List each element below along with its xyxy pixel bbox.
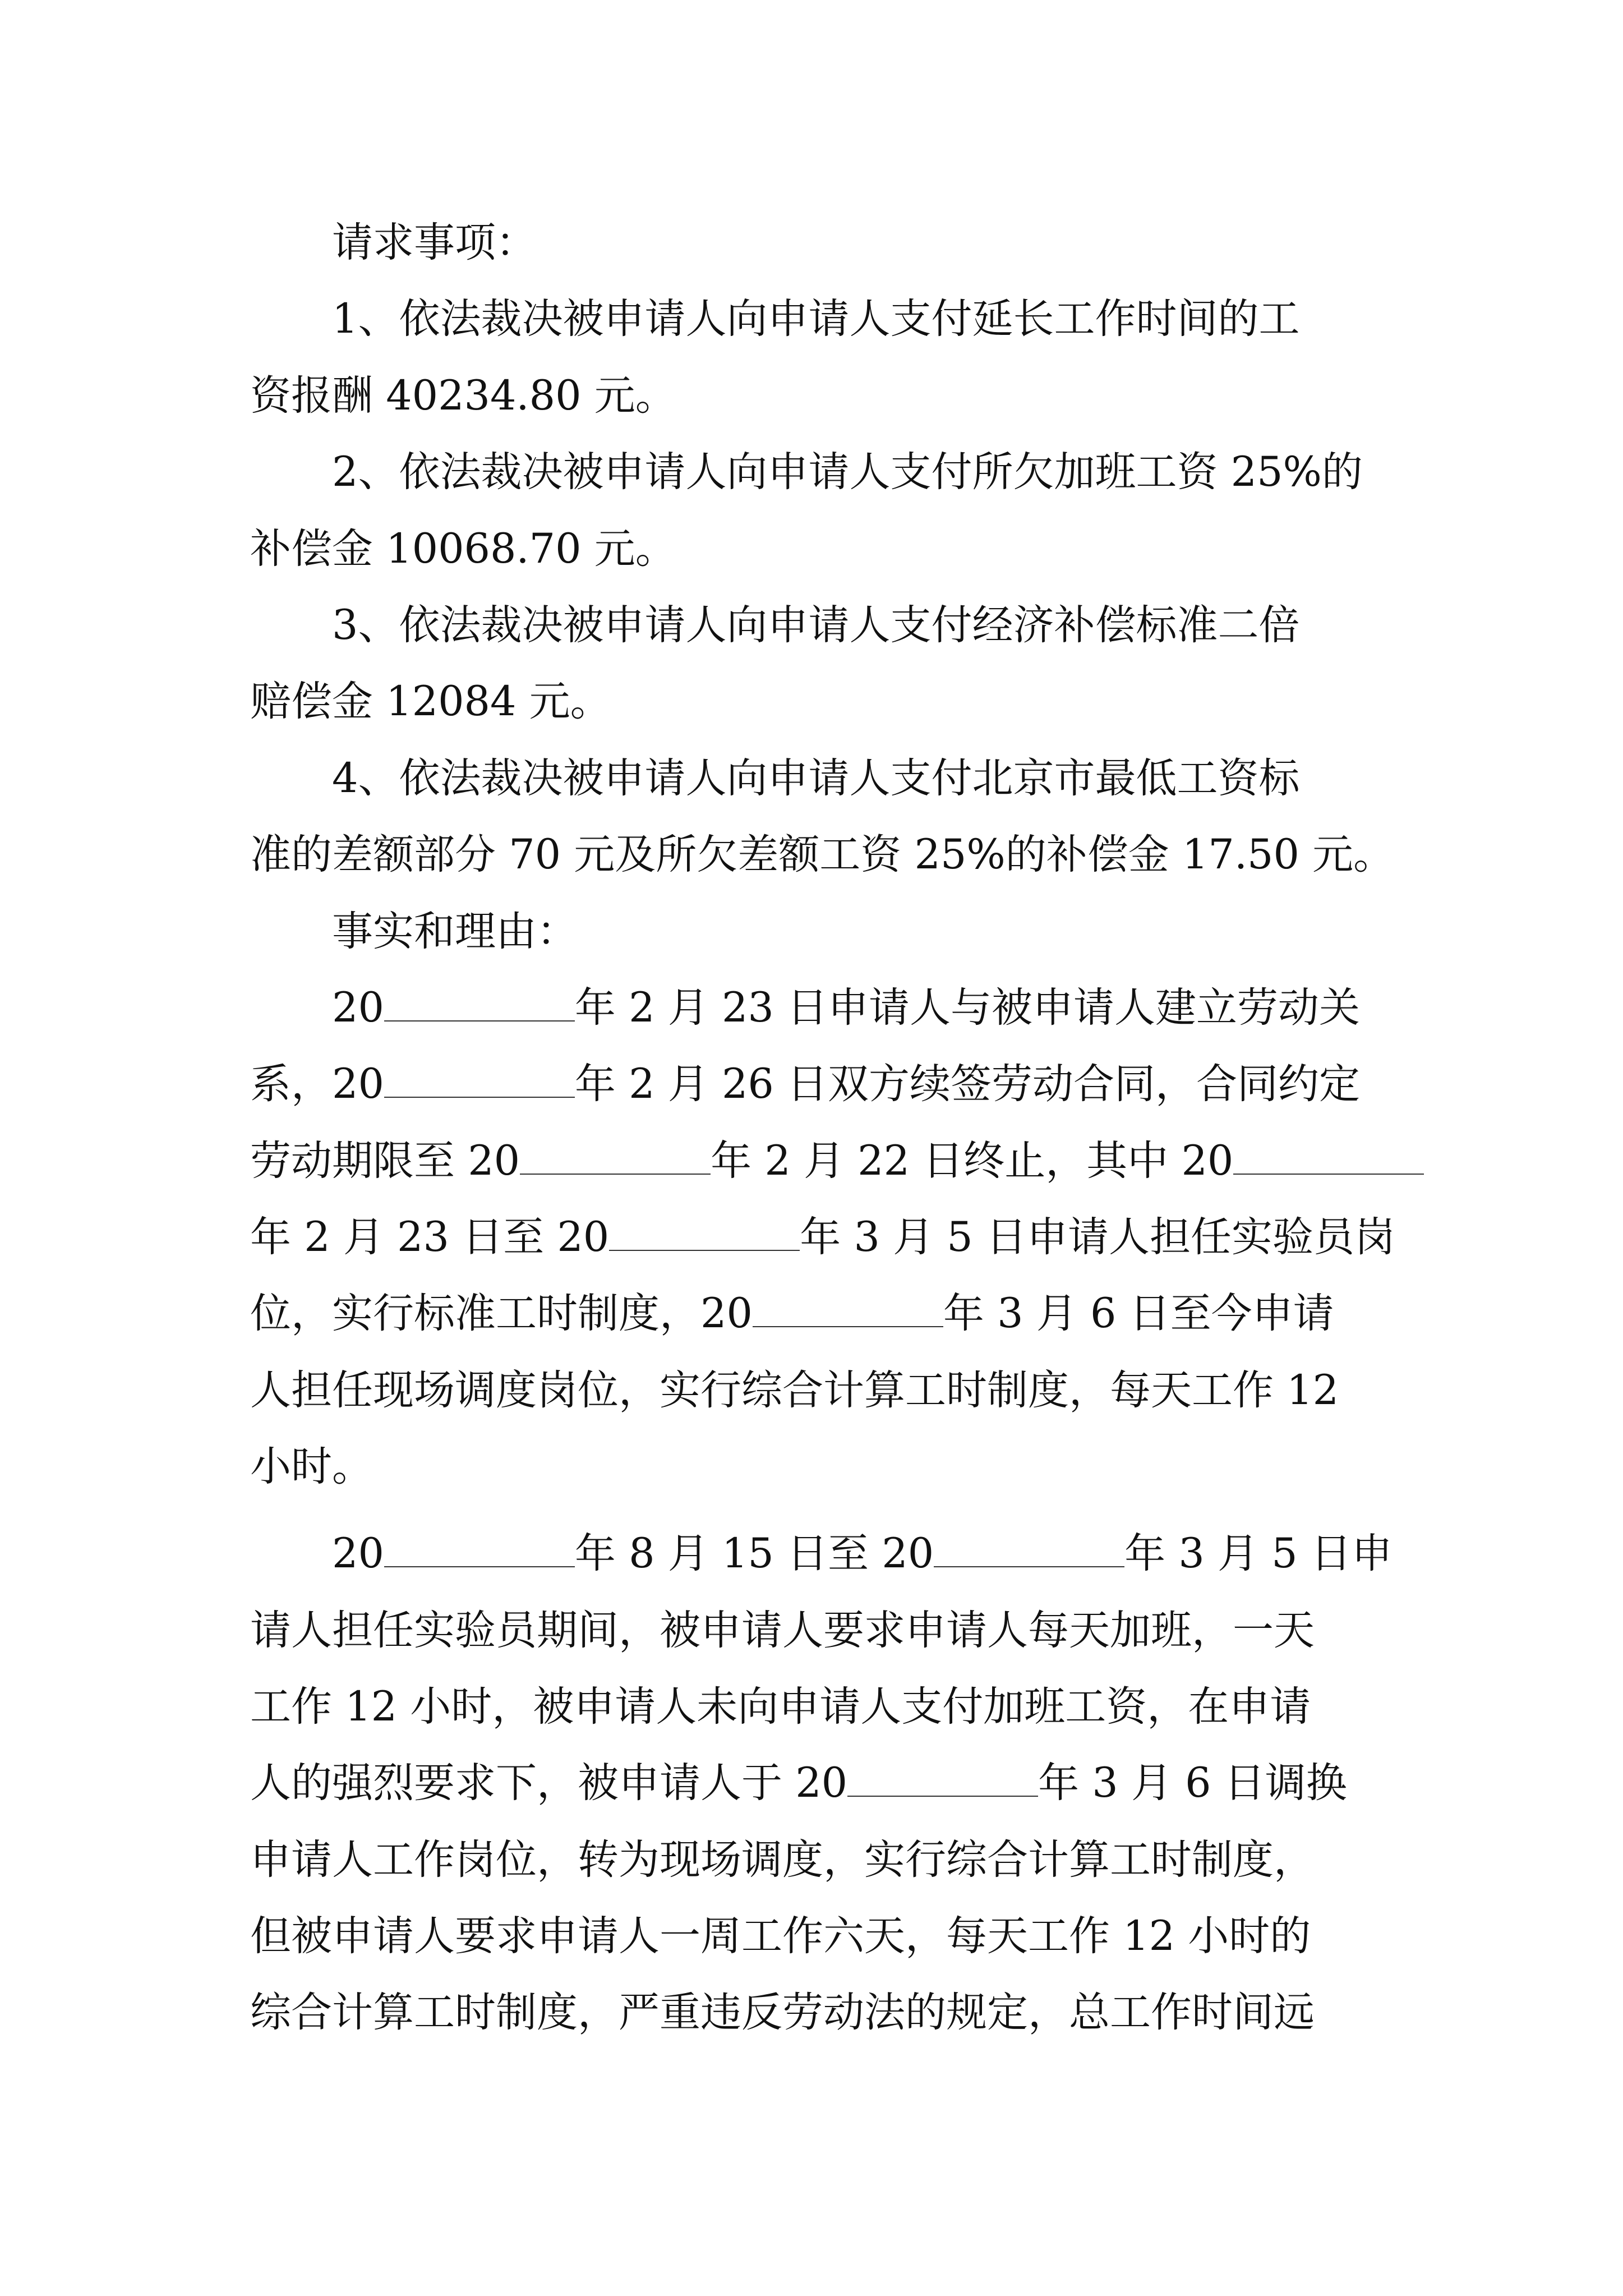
facts-heading: 事实和理由： [332,908,578,955]
text-segment: 年 3 月 5 日申请人担任实验员岗 [800,1213,1395,1261]
facts-paragraph-2-line-1 [332,1526,1393,1582]
facts-paragraph-2-line-7: 综合计算工时制度，严重违反劳动法的规定，总工作时间远 [250,1989,1315,2036]
facts-paragraph-2-line-6: 但被申请人要求申请人一周工作六天，每天工作 12 小时的 [250,1912,1311,1960]
date-blank [847,1761,1038,1797]
claim-3-line-1: 3、依法裁决被申请人向申请人支付经济补偿标准二倍 [332,601,1300,649]
date-blank [1233,1139,1424,1175]
claim-2-line-2: 补偿金 10068.70 元。 [250,525,676,573]
text-segment: 年 3 月 6 日调换 [1038,1759,1347,1807]
date-blank [934,1531,1124,1567]
claim-3-line-2: 赔偿金 12084 元。 [250,678,611,725]
date-blank [520,1139,711,1175]
facts-paragraph-2-line-5: 申请人工作岗位，转为现场调度，实行综合计算工时制度， [250,1836,1315,1884]
date-blank [384,1062,575,1098]
facts-paragraph-1-line-2 [250,1056,1360,1112]
text-segment: 年 3 月 5 日申 [1124,1530,1393,1577]
facts-paragraph-1-line-5 [250,1286,1334,1342]
claim-1-line-1: 1、依法裁决被申请人向申请人支付延长工作时间的工 [332,295,1300,343]
date-blank [384,1531,575,1567]
text-segment: 20 [332,984,384,1032]
text-segment: 系，20 [250,1060,384,1108]
text-segment: 劳动期限至 20 [250,1137,520,1185]
facts-paragraph-1-line-1 [332,980,1360,1036]
facts-paragraph-1-line-7: 小时。 [250,1443,373,1490]
claim-4-line-1: 4、依法裁决被申请人向申请人支付北京市最低工资标 [332,754,1300,802]
date-blank [753,1291,943,1327]
text-segment: 年 2 月 23 日至 20 [250,1213,610,1261]
facts-paragraph-1-line-3 [250,1133,1424,1189]
claim-1-line-2: 资报酬 40234.80 元。 [250,372,676,420]
date-blank [609,1215,800,1251]
text-segment: 年 8 月 15 日至 20 [574,1530,934,1577]
facts-paragraph-2-line-2: 请人担任实验员期间，被申请人要求申请人每天加班，一天 [250,1607,1315,1654]
text-segment: 位，实行标准工时制度，20 [250,1290,753,1337]
text-segment: 年 2 月 22 日终止，其中 20 [711,1137,1234,1185]
text-segment: 人的强烈要求下，被申请人于 20 [250,1759,848,1807]
text-segment: 年 2 月 23 日申请人与被申请人建立劳动关 [574,984,1361,1032]
text-segment: 年 2 月 26 日双方续签劳动合同，合同约定 [574,1060,1361,1108]
date-blank [384,986,575,1022]
text-segment: 20 [332,1530,384,1577]
claims-heading: 请求事项： [332,219,537,266]
claim-4-line-2: 准的差额部分 70 元及所欠差额工资 25%的补偿金 17.50 元。 [250,831,1395,878]
facts-paragraph-1-line-4 [250,1209,1395,1266]
facts-paragraph-2-line-4 [250,1755,1347,1811]
claim-2-line-1: 2、依法裁决被申请人向申请人支付所欠加班工资 25%的 [332,448,1363,496]
facts-paragraph-1-line-6: 人担任现场调度岗位，实行综合计算工时制度，每天工作 12 [250,1366,1339,1414]
text-segment: 年 3 月 6 日至今申请 [943,1290,1334,1337]
facts-paragraph-2-line-3: 工作 12 小时，被申请人未向申请人支付加班工资，在申请 [250,1683,1311,1731]
